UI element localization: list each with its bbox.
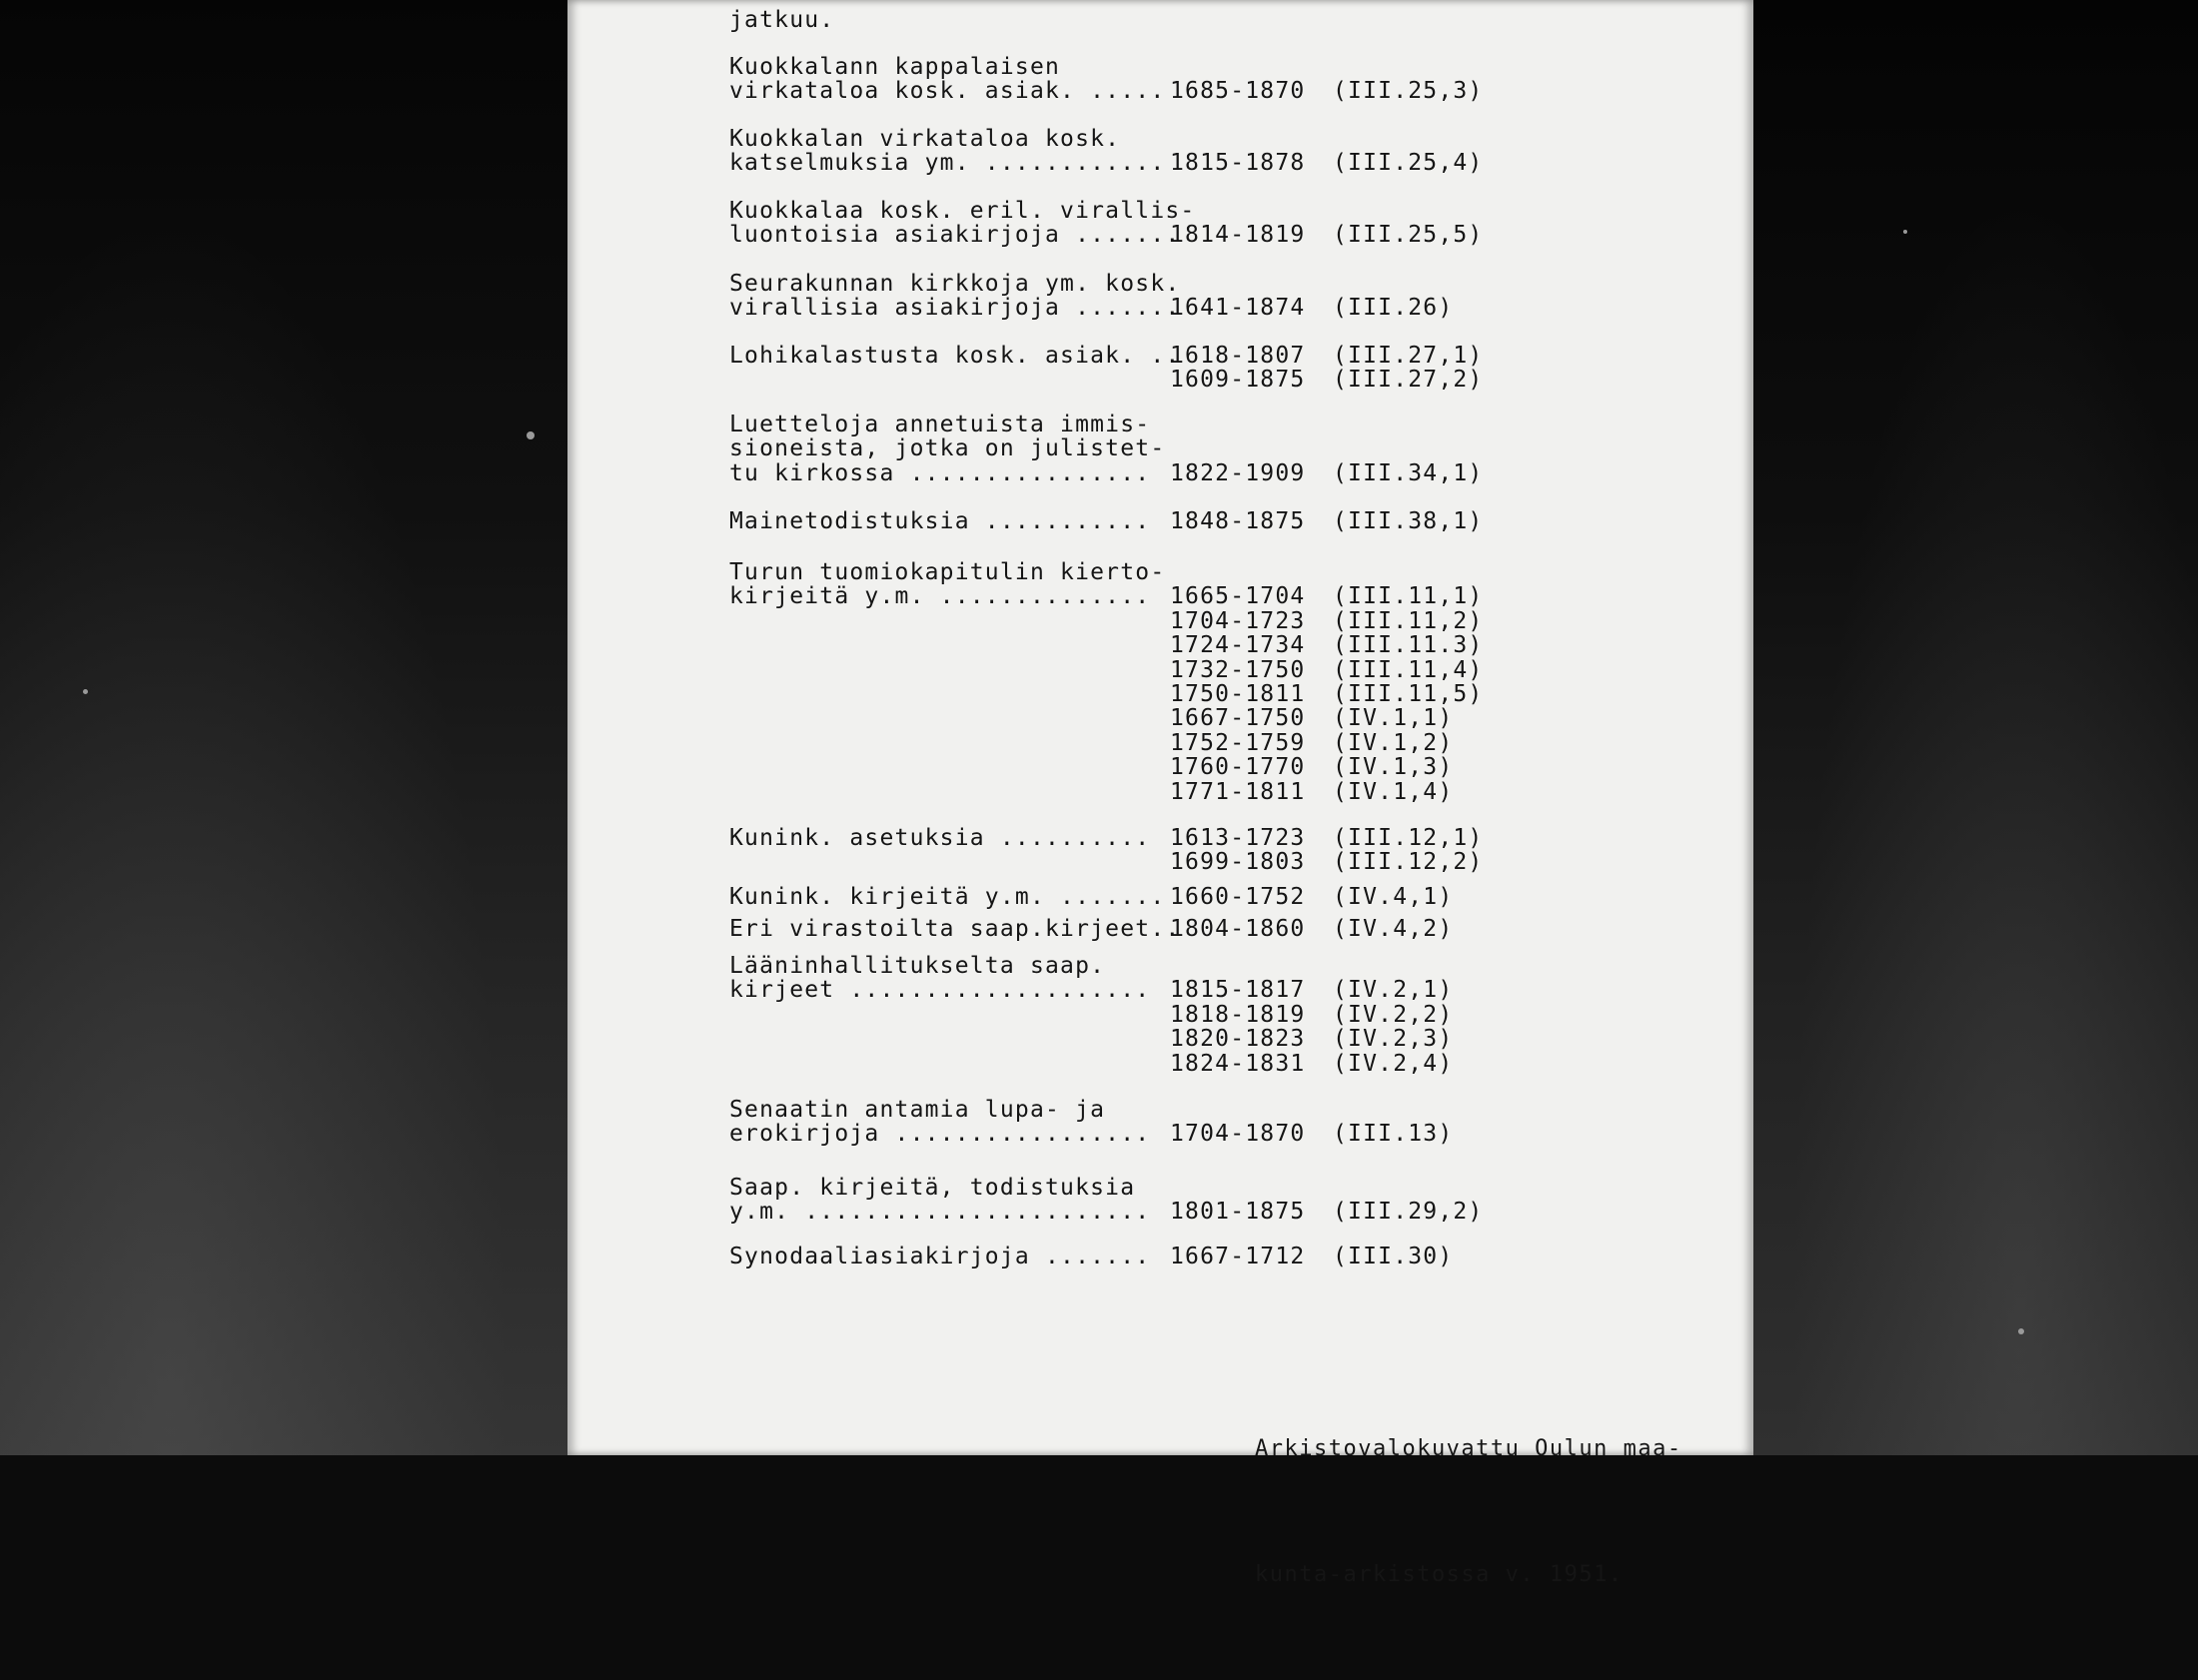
dark-left-margin [0,0,567,1455]
entry-years: 1665-1704 [1170,583,1306,610]
entry-archive-reference: (IV.4,1) [1333,884,1454,910]
entry-archive-reference: (III.25,5) [1333,222,1484,249]
entry-description-line: sioneista, jotka on julistet- [729,435,1166,462]
dust-speck [2018,1328,2024,1334]
entry-archive-reference: (III.27,2) [1333,367,1484,394]
entry-description-line: tu kirkossa ................ [729,459,1151,486]
entry-description-line: Kunink. kirjeitä y.m. ....... [729,884,1166,910]
entry-years: 1848-1875 [1170,508,1306,534]
entry-archive-reference: (III.34,1) [1333,459,1484,486]
entry-archive-reference: (III.25,4) [1333,150,1484,177]
entry-years: 1667-1712 [1170,1244,1306,1269]
entry-description-line: Kuokkalann kappalaisen [729,54,1061,80]
entry-archive-reference: (III.27,1) [1333,343,1484,369]
entry-archive-reference: (III.25,3) [1333,78,1484,105]
entry-description-line: Synodaaliasiakirjoja ....... [729,1244,1151,1269]
entry-years: 1804-1860 [1170,916,1306,942]
footer-note [1255,1344,1682,1680]
entry-description-line: Eri virastoilta saap.kirjeet.. [729,916,1181,942]
dust-speck [83,689,88,694]
entry-years: 1771-1811 [1170,778,1306,805]
entry-years: 1641-1874 [1170,295,1306,322]
entry-archive-reference: (III.38,1) [1333,508,1484,534]
entry-archive-reference: (III.12,1) [1333,825,1484,851]
dust-speck [527,431,535,439]
entry-description-line: y.m. ....................... [729,1199,1151,1226]
entry-years: 1667-1750 [1170,705,1306,732]
entry-description-line: Saap. kirjeitä, todistuksia [729,1175,1136,1201]
entry-years: 1618-1807 [1170,343,1306,369]
entry-archive-reference: (IV.2,2) [1333,1001,1454,1028]
entry-archive-reference: (III.11,5) [1333,681,1484,707]
continuation-label: jatkuu. [729,7,835,33]
entry-description-line: Turun tuomiokapitulin kierto- [729,559,1166,585]
entry-years: 1732-1750 [1170,656,1306,683]
entry-description-line: Kuokkalan virkataloa kosk. [729,126,1121,152]
entry-description-line: virkataloa kosk. asiak. ..... [729,78,1166,105]
entry-description-line: erokirjoja ................. [729,1121,1151,1148]
entry-archive-reference: (III.30) [1333,1244,1454,1269]
document-sheet [567,0,1753,1455]
footer-note-line: kunta-arkistossa v. 1951. [1255,1562,1624,1587]
entry-years: 1815-1817 [1170,977,1306,1004]
entry-years: 1752-1759 [1170,729,1306,756]
entry-description-line: Seurakunnan kirkkoja ym. kosk. [729,271,1181,297]
entry-years: 1822-1909 [1170,459,1306,486]
entry-years: 1814-1819 [1170,222,1306,249]
entry-years: 1613-1723 [1170,825,1306,851]
entry-archive-reference: (III.11,2) [1333,607,1484,634]
entry-years: 1609-1875 [1170,367,1306,394]
entry-years: 1685-1870 [1170,78,1306,105]
entry-years: 1750-1811 [1170,681,1306,707]
entry-description-line: katselmuksia ym. ............ [729,150,1166,177]
entry-description-line: Kuokkalaa kosk. eril. virallis- [729,198,1196,224]
entry-years: 1801-1875 [1170,1199,1306,1226]
entry-description-line: luontoisia asiakirjoja ....... [729,222,1181,249]
entry-years: 1660-1752 [1170,884,1306,910]
entry-description-line: Lohikalastusta kosk. asiak. .. [729,343,1181,369]
entry-description-line: kirjeet .................... [729,977,1151,1004]
dust-speck [1903,230,1907,234]
entry-years: 1815-1878 [1170,150,1306,177]
entry-description-line: Senaatin antamia lupa- ja [729,1097,1106,1123]
entry-years: 1824-1831 [1170,1050,1306,1077]
entry-archive-reference: (IV.1,2) [1333,729,1454,756]
entry-archive-reference: (III.12,2) [1333,849,1484,876]
entry-archive-reference: (IV.4,2) [1333,916,1454,942]
entry-archive-reference: (III.11.3) [1333,632,1484,659]
entry-years: 1699-1803 [1170,849,1306,876]
entry-description-line: Mainetodistuksia ........... [729,508,1151,534]
entry-years: 1818-1819 [1170,1001,1306,1028]
entry-archive-reference: (IV.2,4) [1333,1050,1454,1077]
entry-description-line: Kunink. asetuksia .......... [729,825,1151,851]
entry-archive-reference: (IV.2,1) [1333,977,1454,1004]
entry-description-line: Luetteloja annetuista immis- [729,412,1151,437]
entry-archive-reference: (III.29,2) [1333,1199,1484,1226]
entry-years: 1704-1723 [1170,607,1306,634]
entry-years: 1760-1770 [1170,754,1306,781]
entry-archive-reference: (III.11,4) [1333,656,1484,683]
entry-years: 1724-1734 [1170,632,1306,659]
entry-archive-reference: (III.26) [1333,295,1454,322]
entry-archive-reference: (IV.1,3) [1333,754,1454,781]
footer-note-line: Arkistovalokuvattu Oulun maa- [1255,1436,1682,1461]
dark-right-margin [1753,0,2198,1455]
entry-archive-reference: (III.11,1) [1333,583,1484,610]
entry-archive-reference: (III.13) [1333,1121,1454,1148]
entry-years: 1704-1870 [1170,1121,1306,1148]
entry-years: 1820-1823 [1170,1026,1306,1053]
entry-description-line: Lääninhallitukselta saap. [729,953,1106,979]
entry-archive-reference: (IV.2,3) [1333,1026,1454,1053]
entry-archive-reference: (IV.1,4) [1333,778,1454,805]
entry-description-line: kirjeitä y.m. .............. [729,583,1151,610]
entry-archive-reference: (IV.1,1) [1333,705,1454,732]
entry-description-line: virallisia asiakirjoja ....... [729,295,1181,322]
